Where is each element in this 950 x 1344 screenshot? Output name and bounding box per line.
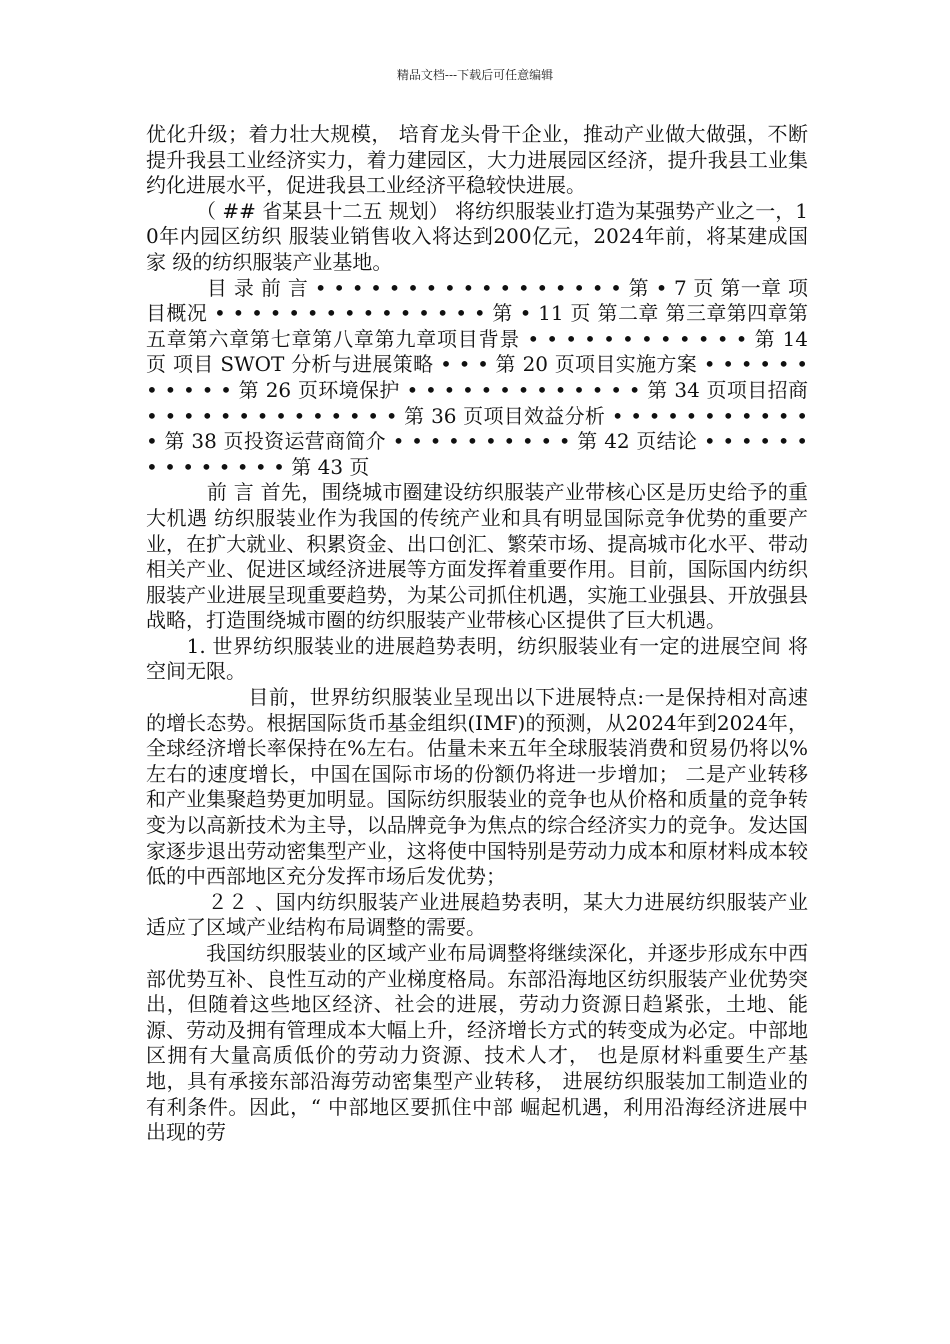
paragraph-2: （ ## 省某县十二五 规划） 将纺织服装业打造为某强势产业之一，10年内园区纺织 服装业销售收入将达到200亿元，2024年前，将某建成国家 级的纺织服装产业基地。: [146, 198, 808, 274]
paragraph-6: 我国纺织服装业的区域产业布局调整将继续深化，并逐步形成东中西部优势互补、良性互动的产业梯度格局。东部沿海地区纺织服装产业优势突出，但随着这些地区经济、社会的进展，劳动力资源日趋紧张，土地、能源、劳动及拥有管理成本大幅上升，经济增长方式的转变成为必定。中部地区拥有大量高质低价的劳动力资源、技术人才， 也是原材料重要生产基地，具有承接东部沿海劳动密集型产业转移， 进展纺织服装加工制造业的有利条件。因此，“ 中部地区要抓住中部 崛起机遇，利用沿海经济进展中出现的劳: [146, 941, 808, 1145]
table-of-contents: 目 录 前 言 • • • • • • • • • • • • • • • • • 第 • 7 页 第一章 项目概况 • • • • • • • • • • • • • • • 第 • 11 页 第二章 第三章第四章第五章第六章第七章第八章第九章项目背景 • • • • • • • • • • • • 第 14 页 项目 SWOT 分析与进展策略 • • • 第 20 页项目实施方案 • • • • • • • • • • • 第 26 页环境保护 • • • • • • • • • • • • • 第 34 页项目招商 • • • • • • • • • • • • • • 第 36 页项目效益分析 • • • • • • • • • • • • 第 38 页投资运营商简介 • • • • • • • • • • 第 42 页结论 • • • • • • • • • • • • • • 第 43 页: [146, 275, 808, 479]
paragraph-1: 优化升级；着力壮大规模， 培育龙头骨干企业，推动产业做大做强，不断提升我县工业经济实力，着力建园区，大力进展园区经济，提升我县工业集约化进展水平，促进我县工业经济平稳较快进展。: [146, 122, 808, 198]
paragraph-preface: 前 言 首先，围绕城市圈建设纺织服装产业带核心区是历史给予的重大机遇 纺织服装业作为我国的传统产业和具有明显国际竞争优势的重要产业，在扩大就业、积累资金、出口创汇、繁荣市场、提高城市化水平、带动相关产业、促进区域经济进展等方面发挥着重要作用。目前，国际国内纺织服装产业进展呈现重要趋势，为某公司抓住机遇，实施工业强县、开放强县战略，打造围绕城市圈的纺织服装产业带核心区提供了巨大机遇。: [146, 480, 808, 633]
paragraph-4: 目前，世界纺织服装业呈现出以下进展特点:一是保持相对高速的增长态势。根据国际货币基金组织(IMF)的预测，从2024年到2024年，全球经济增长率保持在%左右。估量未来五年全球服装消费和贸易仍将以%左右的速度增长，中国在国际市场的份额仍将进一步增加； 二是产业转移和产业集聚趋势更加明显。国际纺织服装业的竞争也从价格和质量的竞争转变为以高新技术为主导，以品牌竞争为焦点的综合经济实力的竞争。发达国家逐步退出劳动密集型产业，这将使中国特别是劳动力成本和原材料成本较低的中西部地区充分发挥市场后发优势；: [146, 685, 808, 889]
body-text: [146, 122, 808, 1146]
paragraph-heading-1: 1. 世界纺织服装业的进展趋势表明，纺织服装业有一定的进展空间 将空间无限。: [146, 633, 808, 684]
page-header: 精品文档---下载后可任意编辑: [396, 68, 554, 82]
paragraph-heading-2: ２２ 、国内纺织服装产业进展趋势表明，某大力进展纺织服装产业适应了区域产业结构布局调整的需要。: [146, 889, 808, 940]
